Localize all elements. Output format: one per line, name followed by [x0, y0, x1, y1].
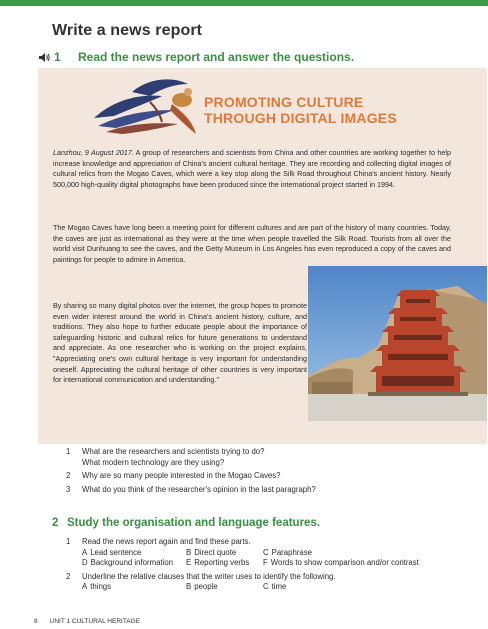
- exercise-1-number: 1: [54, 50, 61, 64]
- question-3: 3 What do you think of the researcher's opinion in the last paragraph?: [66, 484, 316, 494]
- question-2-text: Why are so many people interested in the Mogao Caves?: [82, 471, 281, 480]
- flying-apsara-illustration: [92, 74, 210, 138]
- option-d: D Background information: [82, 558, 173, 567]
- article-paragraph-1: [53, 148, 451, 190]
- task-1-text: Read the news report again and find these parts.: [82, 537, 251, 546]
- mogao-caves-photo: [308, 266, 487, 421]
- comprehension-questions: [66, 447, 446, 498]
- option-e: E Reporting verbs: [186, 558, 250, 567]
- option-things: A things: [82, 582, 112, 591]
- question-2: 2 Why are so many people interested in the Mogao Caves?: [66, 471, 281, 480]
- article-paragraph-1-text: A group of researchers and scientists from China and other countries are working together to help increase knowledge and appreciation of China's ancient cultural heritage. They are recording and collecting digital images of cultural relics from the Mogao Caves, which were a key stop along the Silk Road throughout China's ancient history. Nearly 500,000 high-quality digital photographs have been produced since the international project started in 1994.: [53, 148, 451, 189]
- article-title: [204, 94, 397, 126]
- unit-label: UNIT 1 CULTURAL HERITAGE: [49, 618, 141, 625]
- article-paragraph-2: The Mogao Caves have long been a meeting point for different cultures and are part of the history of many countries. Today, the caves are just as international as they were at the time when people travelled the Silk Road. Tourists from all over the world visit Dunhuang to see the caves, and the Getty Museum in Los Angeles has even reproduced a copy of the caves and paintings for people to admire in America.: [53, 223, 451, 264]
- task-2: 2 Underline the relative clauses that the writer uses to identify the following.: [66, 571, 336, 581]
- article-paragraph-3: By sharing so many digital photos over the internet, the group hopes to promote even wider interest around the world in China's ancient history, culture, and traditions. They also hope to further educate people about the importance of safeguarding historic and cultural relics for future generations to understand and appreciate. As one researcher who is working on the project explains, "Appreciating one's own cultural heritage is very important for understanding oneself. Appreciating the cultural heritage of other countries is very important for international communication and understanding.": [53, 301, 307, 385]
- page-footer: [34, 618, 140, 625]
- option-people: B people: [186, 582, 218, 591]
- option-time: C time: [263, 582, 287, 591]
- exercise-1-heading: [38, 50, 354, 64]
- task-2-text: Underline the relative clauses that the writer uses to identify the following.: [82, 571, 336, 581]
- article-title-line-2: THROUGH DIGITAL IMAGES: [204, 110, 397, 126]
- exercise-2-heading: [52, 517, 320, 529]
- article-dateline: Lanzhou, 9 August 2017.: [53, 148, 134, 157]
- news-article-panel: [38, 68, 487, 444]
- article-title-line-1: PROMOTING CULTURE: [204, 94, 364, 110]
- exercise-2-tasks: [66, 537, 466, 593]
- exercise-1-instruction: Read the news report and answer the questions.: [78, 50, 355, 64]
- task-1: 1 Read the news report again and find these parts.: [66, 537, 251, 546]
- task-1-options-row-1: [66, 548, 466, 559]
- question-1-line-2: What modern technology are they using?: [82, 457, 225, 467]
- exercise-2-number: 2: [52, 517, 59, 529]
- option-f: F Words to show comparison and/or contrast: [263, 558, 419, 567]
- speaker-icon[interactable]: [38, 52, 51, 63]
- option-c: C Paraphrase: [263, 547, 312, 557]
- page-number: 8: [34, 618, 38, 625]
- question-1-line-1: What are the researchers and scientists trying to do?: [82, 447, 265, 456]
- task-1-options-row-2: [66, 558, 466, 569]
- option-b: B Direct quote: [186, 547, 237, 557]
- top-color-bar: [0, 0, 488, 6]
- question-3-text: What do you think of the researcher's opinion in the last paragraph?: [82, 484, 316, 494]
- page-title: Write a news report: [52, 22, 203, 39]
- option-a: A Lead sentence: [82, 547, 142, 557]
- exercise-2-instruction: Study the organisation and language features.: [67, 517, 321, 529]
- task-2-options-row-1: [66, 582, 466, 593]
- question-1: 1 What are the researchers and scientists trying to do? What modern technology are they using?: [66, 447, 265, 467]
